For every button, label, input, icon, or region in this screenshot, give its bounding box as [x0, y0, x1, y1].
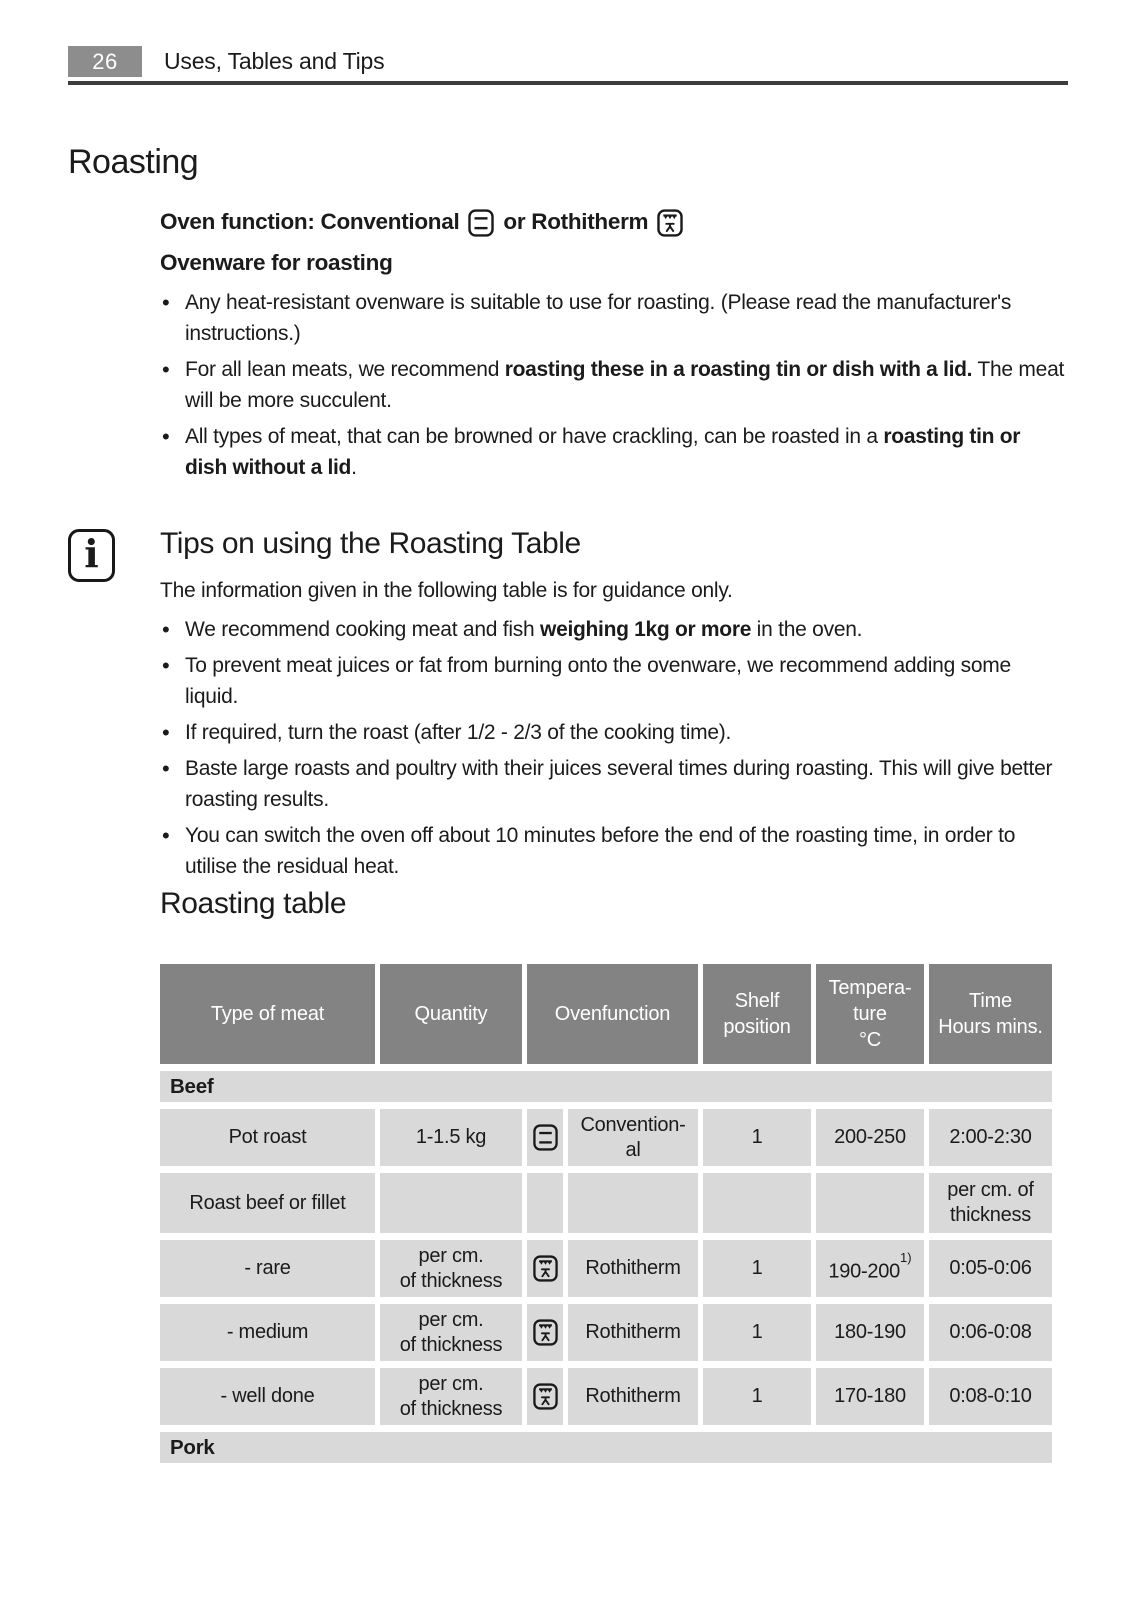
cell-ovenfunction: Rothitherm [568, 1240, 698, 1297]
list-item: • You can switch the oven off about 10 minutes before the end of the roasting time, in order to utilise the residual heat. [160, 820, 1065, 882]
cell-shelf-position: 1 [703, 1240, 811, 1297]
cell-shelf-position: 1 [703, 1304, 811, 1361]
list-item: • If required, turn the roast (after 1/2 - 2/3 of the cooking time). [160, 717, 1065, 748]
table-section-row-beef: Beef [160, 1071, 1052, 1102]
cell-temperature: 180-190 [816, 1304, 924, 1361]
table-section-row-pork: Pork [160, 1432, 1052, 1463]
oven-function-line [160, 206, 1065, 238]
rothitherm-icon [657, 209, 683, 237]
col-header-ovenfunction: Ovenfunction [527, 964, 698, 1064]
rothitherm-icon [527, 1240, 563, 1297]
roasting-table-heading: Roasting table [160, 887, 347, 920]
list-item: • Any heat-resistant ovenware is suitable to use for roasting. (Please read the manufacturer's instructions.) [160, 287, 1065, 349]
cell-quantity: 1-1.5 kg [380, 1109, 522, 1166]
rothitherm-icon [527, 1368, 563, 1425]
oven-function-text-1: Oven function: Conventional [160, 209, 460, 234]
cell-type-of-meat: - medium [160, 1304, 375, 1361]
info-icon: i [68, 529, 115, 582]
cell-ovenfunction: Rothitherm [568, 1304, 698, 1361]
table-row [160, 1304, 1052, 1361]
conventional-icon [527, 1109, 563, 1166]
tips-intro: The information given in the following table is for guidance only. [160, 579, 733, 602]
col-header-quantity: Quantity [380, 964, 522, 1064]
cell-ovenfunction: Rothitherm [568, 1368, 698, 1425]
list-item: • All types of meat, that can be browned or have crackling, can be roasted in a roasting tin or dish without a lid. [160, 421, 1065, 483]
cell-time: 0:06-0:08 [929, 1304, 1052, 1361]
table-header-row [160, 964, 1052, 1064]
cell-shelf-position: 1 [703, 1109, 811, 1166]
list-item: • For all lean meats, we recommend roasting these in a roasting tin or dish with a lid. The meat will be more succulent. [160, 354, 1065, 416]
list-item: • We recommend cooking meat and fish weighing 1kg or more in the oven. [160, 614, 1065, 645]
cell-temperature: 170-180 [816, 1368, 924, 1425]
ovenware-bullet-list [160, 287, 1065, 483]
cell-quantity: per cm. of thickness [380, 1368, 522, 1425]
tips-heading: Tips on using the Roasting Table [160, 527, 581, 560]
table-row [160, 1368, 1052, 1425]
ovenware-heading: Ovenware for roasting [160, 250, 393, 275]
cell-time: 0:08-0:10 [929, 1368, 1052, 1425]
cell-shelf-position [703, 1173, 811, 1233]
cell-shelf-position: 1 [703, 1368, 811, 1425]
cell-quantity [380, 1173, 522, 1233]
cell-time: 2:00-2:30 [929, 1109, 1052, 1166]
tips-bullet-list [160, 614, 1065, 882]
cell-type-of-meat: Pot roast [160, 1109, 375, 1166]
page-number: 26 [68, 46, 142, 77]
cell-temperature: 200-250 [816, 1109, 924, 1166]
tips-section [68, 527, 1068, 921]
conventional-icon [468, 209, 494, 237]
roasting-table [155, 957, 1057, 1470]
cell-ovenfunction [568, 1173, 698, 1233]
cell-type-of-meat: - well done [160, 1368, 375, 1425]
col-header-type-of-meat: Type of meat [160, 964, 375, 1064]
cell-type-of-meat: - rare [160, 1240, 375, 1297]
cell-quantity: per cm. of thickness [380, 1240, 522, 1297]
cell-quantity: per cm. of thickness [380, 1304, 522, 1361]
list-item: • To prevent meat juices or fat from burning onto the ovenware, we recommend adding some liquid. [160, 650, 1065, 712]
table-row [160, 1240, 1052, 1297]
table-row [160, 1109, 1052, 1166]
cell-temperature [816, 1173, 924, 1233]
header-rule [68, 81, 1068, 85]
rothitherm-icon [527, 1304, 563, 1361]
col-header-shelf-position: Shelf position [703, 964, 811, 1064]
table-row [160, 1173, 1052, 1233]
cell-temperature: 190-200$^{1)}$ [816, 1240, 924, 1297]
cell-type-of-meat: Roast beef or fillet [160, 1173, 375, 1233]
col-header-time: Time Hours mins. [929, 964, 1052, 1064]
col-header-temperature: Tempera- ture °C [816, 964, 924, 1064]
list-item: • Baste large roasts and poultry with their juices several times during roasting. This will give better roasting results. [160, 753, 1065, 815]
cell-ovenfunction-icon-empty [527, 1173, 563, 1233]
cell-time: 0:05-0:06 [929, 1240, 1052, 1297]
oven-function-text-2: or Rothitherm [503, 209, 649, 234]
running-header [68, 46, 1068, 77]
roasting-heading: Roasting [68, 143, 199, 181]
footnote-marker: 1) [900, 1249, 912, 1265]
cell-time: per cm. of thickness [929, 1173, 1052, 1233]
cell-ovenfunction: Convention- al [568, 1109, 698, 1166]
chapter-title: Uses, Tables and Tips [164, 48, 385, 74]
